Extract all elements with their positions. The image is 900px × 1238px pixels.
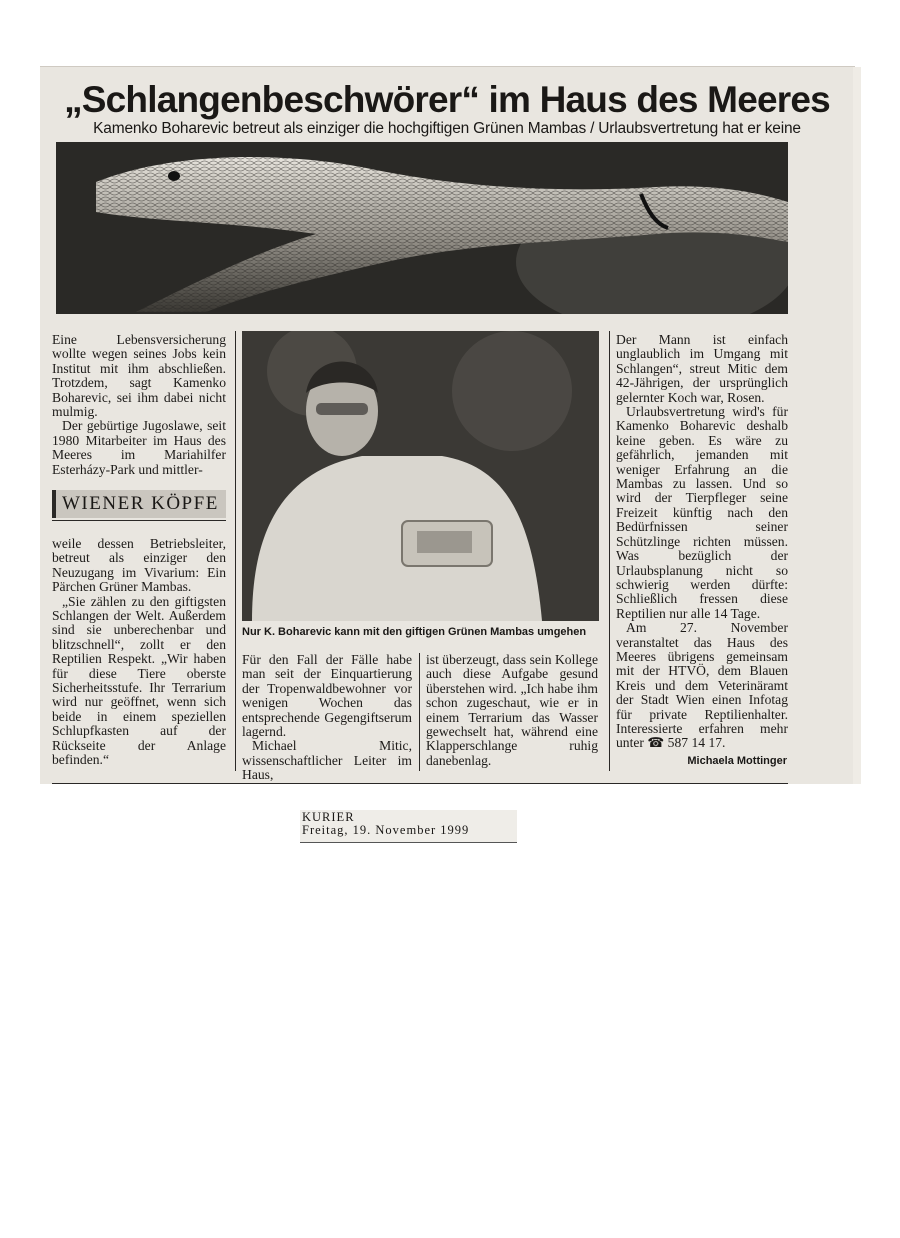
paragraph: Am 27. November veranstaltet das Haus des Meeres übrigens gemeinsam mit der HTVÖ, dem Blauen Kreis und dem Veterinäramt der Stadt Wien einen Infotag für private Reptilienhalter. Interessierte erfahren mehr unter ☎ 587 14 17. bbox=[616, 620, 788, 751]
bottom-rule bbox=[52, 783, 788, 784]
kicker-rule bbox=[52, 520, 226, 521]
publication-date: Freitag, 19. November 1999 bbox=[302, 823, 470, 837]
paragraph: Urlaubsvertretung wird's für Kamenko Boharevic deshalb keine geben. Es wäre zu gefährlich, jemanden mit weniger Erfahrung an die Mambas zu lassen. Und so wird der Tierpfleger seine Freizeit künftig nach den Bedürfnissen seiner Schützlinge richten müssen. Was bezüglich der Urlaubsplanung nicht so schwierig werden dürfte: Schließlich fressen diese Reptilien nur alle 14 Tage. bbox=[616, 404, 788, 621]
column-rule bbox=[609, 331, 610, 771]
column-2 bbox=[242, 653, 412, 783]
author-byline: Michaela Mottinger bbox=[687, 755, 787, 767]
keeper-with-box-image bbox=[242, 331, 599, 621]
column-3 bbox=[426, 653, 598, 768]
paragraph: Michael Mitic, wissenschaftlicher Leiter im Haus, bbox=[242, 738, 412, 783]
newspaper-name: KURIER bbox=[302, 810, 355, 824]
section-kicker: WIENER KÖPFE bbox=[52, 490, 226, 518]
column-rule bbox=[235, 331, 236, 771]
headline: „Schlangenbeschwörer“ im Haus des Meeres bbox=[64, 79, 830, 120]
mamba-banner-photo bbox=[56, 142, 788, 314]
subheadline: Kamenko Boharevic betreut als einziger die hochgiftigen Grünen Mambas / Urlaubsvertretung hat er keine bbox=[93, 120, 801, 137]
paragraph: Der gebürtige Jugoslawe, seit 1980 Mitarbeiter im Haus des Meeres im Mariahilfer Esterházy-Park und mittler- bbox=[52, 418, 226, 477]
portrait-photo bbox=[242, 331, 599, 621]
paragraph: weile dessen Betriebsleiter, betreut als einziger den Neuzugang im Vivarium: Ein Pärchen Grüner Mambas. bbox=[52, 536, 226, 595]
column-1-bottom bbox=[52, 537, 226, 768]
newspaper-clipping bbox=[40, 66, 855, 784]
photo-caption: Nur K. Boharevic kann mit den giftigen Grünen Mambas umgehen bbox=[242, 626, 587, 638]
green-mamba-image bbox=[56, 142, 788, 314]
column-4 bbox=[616, 333, 788, 751]
paragraph: Der Mann ist einfach unglaublich im Umgang mit Schlangen“, streut Mitic dem 42-Jährigen, der ursprünglich gelernter Koch war, Rosen. bbox=[616, 332, 788, 405]
paragraph: „Sie zählen zu den giftigsten Schlangen der Welt. Außerdem sind sie unberechenbar und blitzschnell“, zollt er den Reptilien Respekt. „Wir haben für diese Tiere oberste Sicherheitsstufe. Ihr Terrarium wird nur geöffnet, wenn sich beide in einem speziellen Schlupfkasten auf der Rückseite der Anlage befinden.“ bbox=[52, 593, 226, 768]
paragraph: ist überzeugt, dass sein Kollege auch diese Aufgabe gesund überstehen wird. „Ich habe ihm schon zugeschaut, wie er in einem Terrarium das Wasser gewechselt hat, während eine Klapperschlange ruhig danebenlag. bbox=[426, 652, 598, 768]
column-1-top bbox=[52, 333, 226, 477]
source-label bbox=[300, 810, 517, 843]
paragraph: Eine Lebensversicherung wollte wegen seines Jobs kein Institut mit ihm abschließen. Trotzdem, sagt Kamenko Boharevic, sei ihm dabei nicht mulmig. bbox=[52, 332, 226, 420]
column-rule bbox=[419, 653, 420, 771]
paragraph: Für den Fall der Fälle habe man seit der Einquartierung der Tropenwaldbewohner vor wenigen Wochen das entsprechende Gegengiftserum lagernd. bbox=[242, 652, 412, 740]
